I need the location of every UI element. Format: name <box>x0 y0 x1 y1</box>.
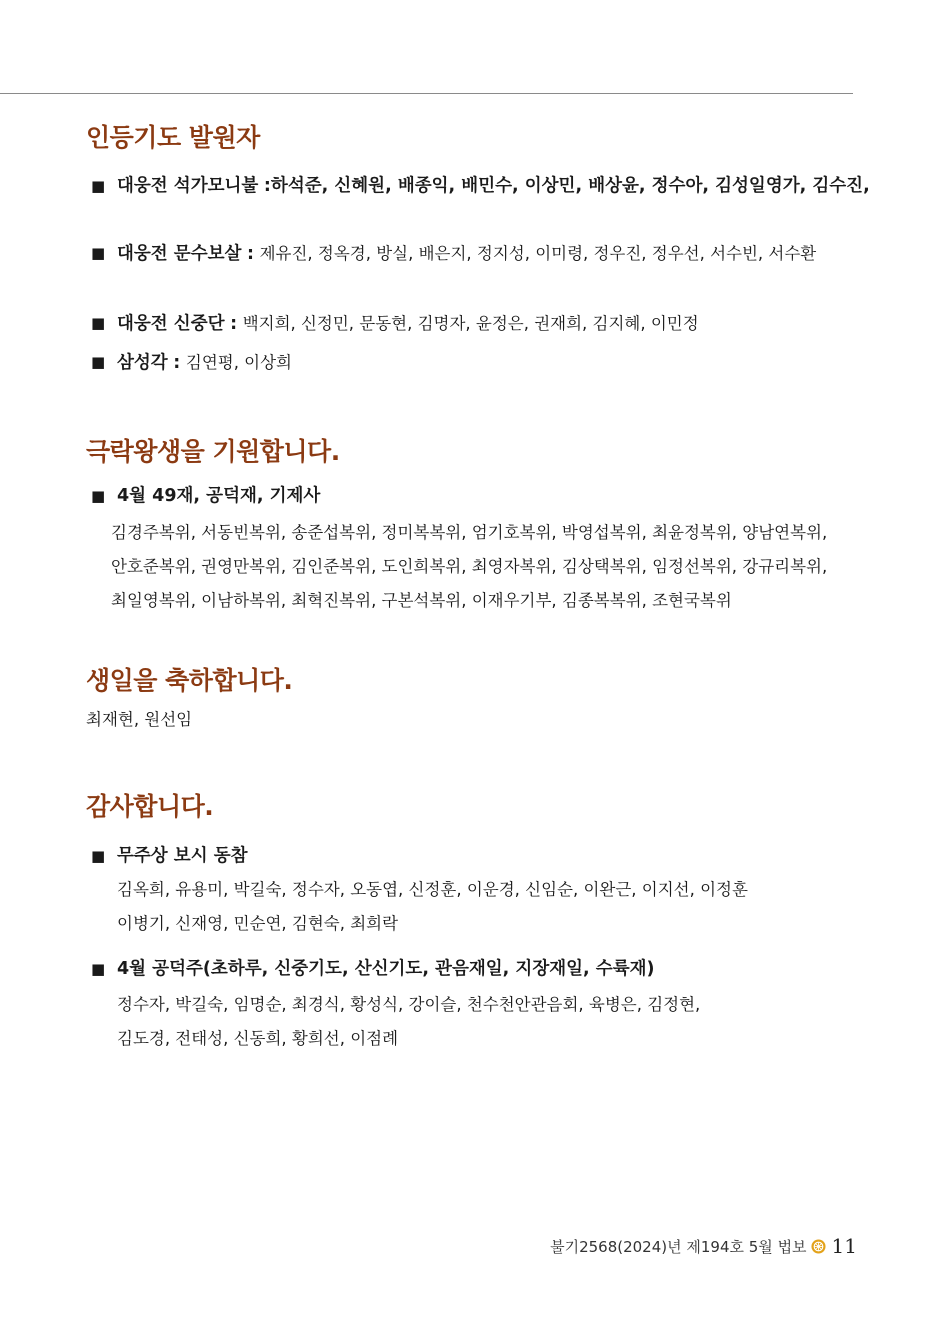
names-line: 정수자, 박길숙, 임명순, 최경식, 황성식, 강이슬, 천수천안관음회, 육병은, 김정현, <box>117 995 701 1014</box>
page-footer <box>550 1234 857 1258</box>
names-line: 안호준복위, 권영만복위, 김인준복위, 도인희복위, 최영자복위, 김상택복위, 임정선복위, 강규리복위, <box>111 557 828 576</box>
square-bullet-icon: ■ <box>91 314 106 332</box>
lantern-item-4: ■ 삼성각 : 김연평, 이상희 <box>91 346 881 380</box>
square-bullet-icon: ■ <box>91 244 106 262</box>
lantern-item-2: ■ 대웅전 문수보살 : 제유진, 정옥경, 방실, 배은지, 정지성, 이미령, 정우진, 정우선, 서수빈, 서수환 <box>91 237 881 271</box>
names-line: 김경주복위, 서동빈복위, 송준섭복위, 정미복복위, 엄기호복위, 박영섭복위, 최윤정복위, 양남연복위, <box>111 523 828 542</box>
heading-thanks: 감사합니다. <box>86 792 214 821</box>
square-bullet-icon: ■ <box>91 353 106 371</box>
rebirth-subtitle-item: ■ 4월 49재, 공덕재, 기제사 <box>91 480 881 513</box>
page-number: 11 <box>831 1234 857 1258</box>
square-bullet-icon: ■ <box>91 960 106 978</box>
square-bullet-icon: ■ <box>91 487 106 505</box>
names-line: 김도경, 전태성, 신동희, 황희선, 이점례 <box>117 1029 399 1048</box>
names-line: 김옥희, 유용미, 박길숙, 정수자, 오동엽, 신정훈, 이운경, 신임순, 이완근, 이지선, 이정훈 <box>117 880 748 899</box>
dharma-wheel-icon <box>811 1239 826 1254</box>
heading-rebirth: 극락왕생을 기원합니다. <box>86 437 340 466</box>
lantern-item-3: ■ 대웅전 신중단 : 백지희, 신정민, 문동현, 김명자, 윤정은, 권재희, 김지혜, 이민정 <box>91 307 881 341</box>
lantern-item-1: ■ 대웅전 석가모니불 :하석준, 신혜원, 배종익, 배민수, 이상민, 배상윤, 정수아, 김성일영가, 김수진, <box>91 170 881 203</box>
birthday-names: 최재현, 원선임 <box>86 710 193 729</box>
thanks-group-2-names <box>117 988 907 1056</box>
rebirth-names <box>111 516 901 618</box>
thanks-group-2-title: ■ 4월 공덕주(초하루, 신중기도, 산신기도, 관음재일, 지장재일, 수륙재) <box>91 953 881 986</box>
square-bullet-icon: ■ <box>91 847 106 865</box>
top-rule <box>0 93 853 94</box>
thanks-group-1-names <box>117 873 907 941</box>
thanks-group-1-title: ■ 무주상 보시 동참 <box>91 840 881 873</box>
footer-issue-text: 불기2568(2024)년 제194호 5월 법보 <box>550 1237 807 1256</box>
names-line: 최일영복위, 이남하복위, 최혁진복위, 구본석복위, 이재우기부, 김종복복위, 조현국복위 <box>111 591 732 610</box>
square-bullet-icon: ■ <box>91 177 106 195</box>
heading-birthday: 생일을 축하합니다. <box>86 666 293 695</box>
heading-lantern: 인등기도 발원자 <box>86 123 260 152</box>
names-line: 이병기, 신재영, 민순연, 김현숙, 최희락 <box>117 914 399 933</box>
